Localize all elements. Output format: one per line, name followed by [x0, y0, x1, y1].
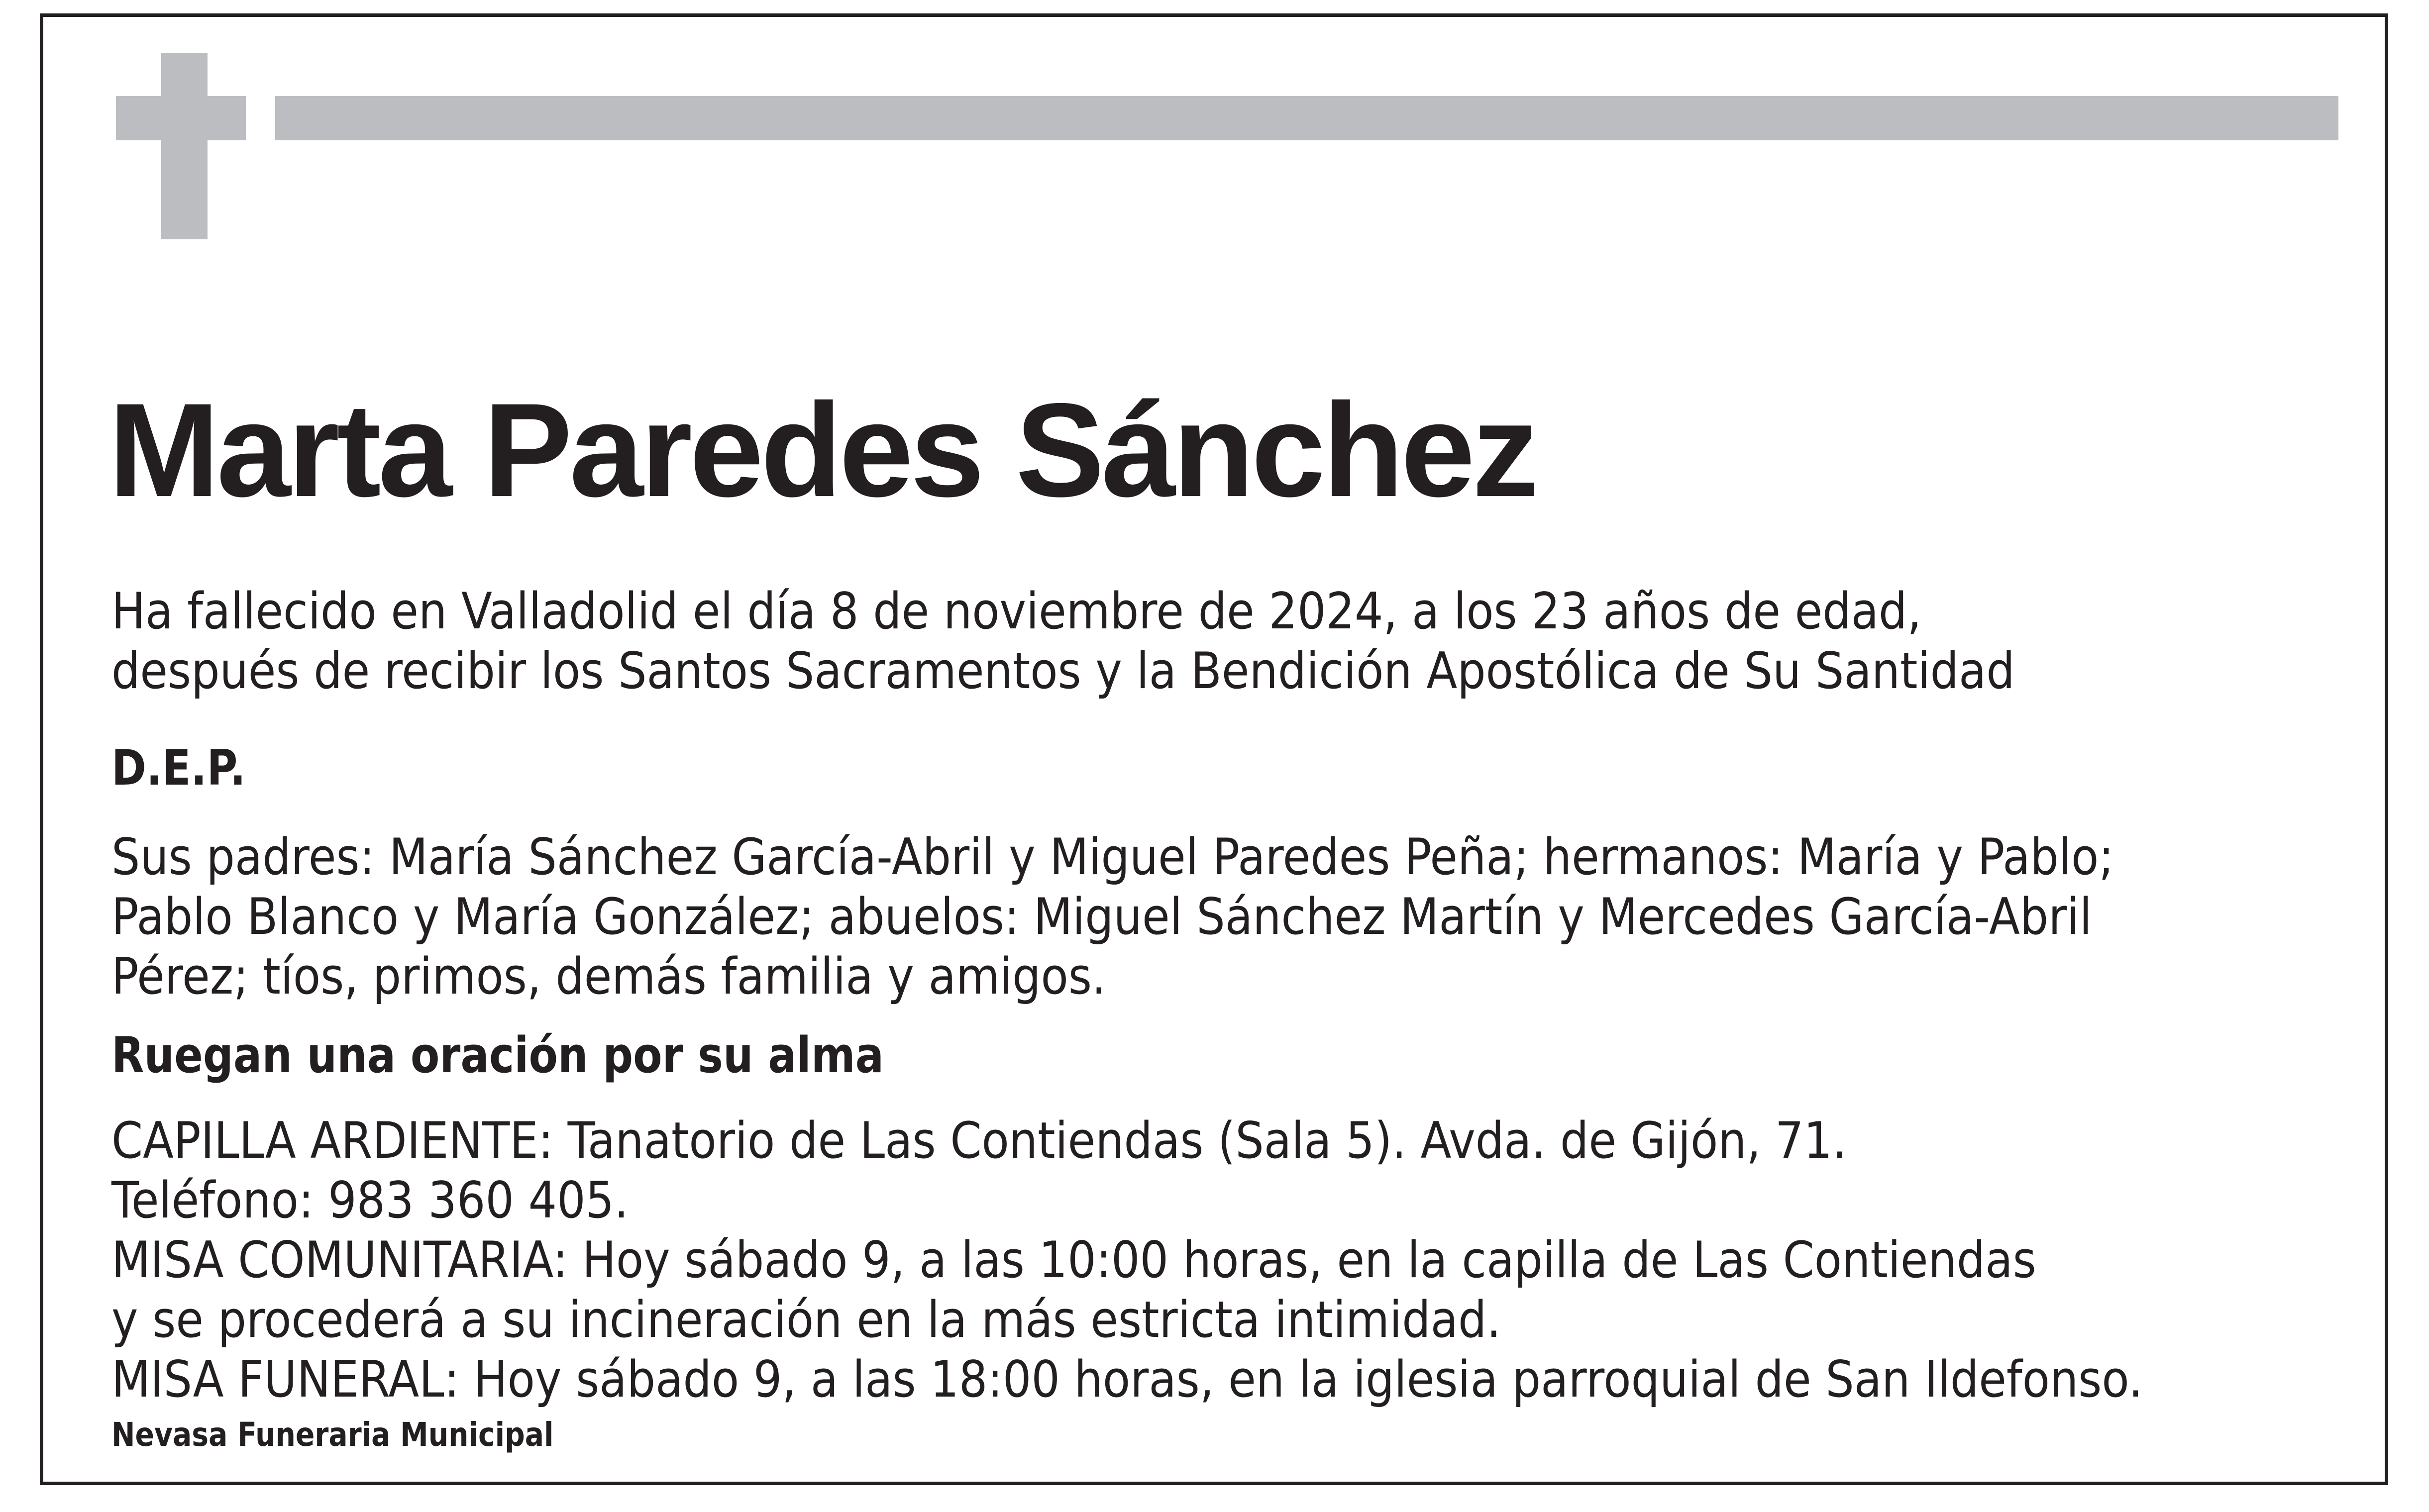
funeral-home-credit: Nevasa Funeraria Municipal	[111, 1415, 554, 1454]
service-line: MISA FUNERAL: Hoy sábado 9, a las 18:00 horas, en la iglesia parroquial de San Ildefonso.	[111, 1350, 2143, 1409]
family-line: Pérez; tíos, primos, demás familia y amigos.	[111, 947, 1106, 1006]
header-rule	[275, 96, 2338, 140]
cross-vertical-bar	[161, 53, 208, 239]
service-line: Teléfono: 983 360 405.	[111, 1171, 629, 1229]
cross-horizontal-bar	[116, 96, 246, 140]
service-line: CAPILLA ARDIENTE: Tanatorio de Las Contiendas (Sala 5). Avda. de Gijón, 71.	[111, 1111, 1847, 1170]
announcement-line: Ha fallecido en Valladolid el día 8 de noviembre de 2024, a los 23 años de edad,	[111, 582, 1922, 640]
service-line: y se procederá a su incineración en la más estricta intimidad.	[111, 1290, 1501, 1349]
death-announcement	[111, 581, 2015, 701]
service-details	[111, 1110, 2143, 1409]
family-line: Sus padres: María Sánchez García-Abril y Miguel Paredes Peña; hermanos: María y Pablo;	[111, 827, 2114, 886]
family-list	[111, 827, 2114, 1006]
dep-label: D.E.P.	[111, 740, 246, 797]
announcement-line: después de recibir los Santos Sacramentos y la Bendición Apostólica de Su Santidad	[111, 641, 2015, 700]
service-line: MISA COMUNITARIA: Hoy sábado 9, a las 10:00 horas, en la capilla de Las Contiendas	[111, 1230, 2036, 1289]
deceased-name: Marta Paredes Sánchez	[108, 375, 1536, 524]
prayer-request: Ruegan una oración por su alma	[111, 1027, 884, 1084]
family-line: Pablo Blanco y María González; abuelos: Miguel Sánchez Martín y Mercedes García-Abril	[111, 887, 2092, 946]
